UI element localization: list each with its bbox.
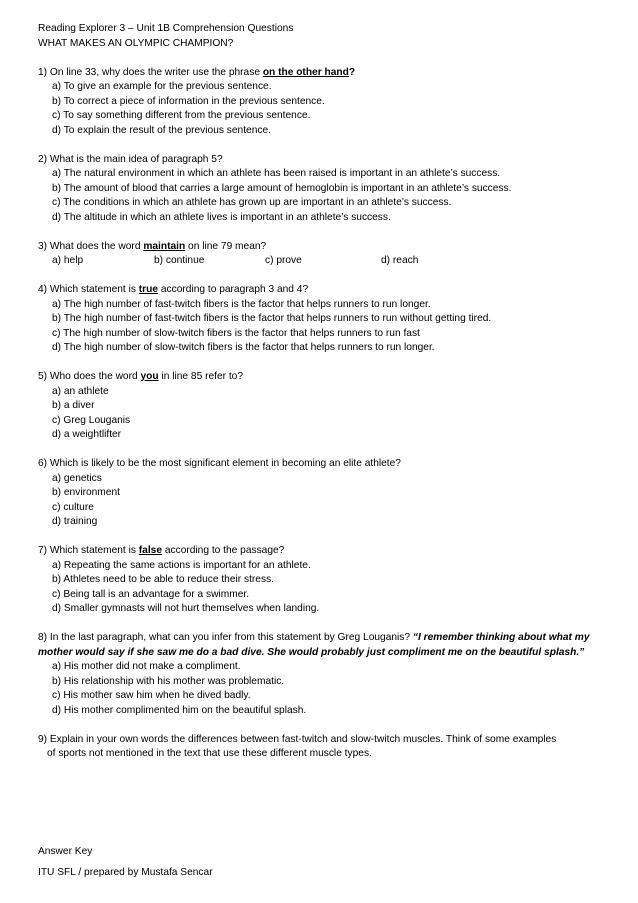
option-d: d) To explain the result of the previous sentence. [52, 124, 271, 136]
option-d: d) The altitude in which an athlete lives is important in an athlete’s success. [52, 211, 391, 223]
option-c: c) His mother saw him when he dived badly. [52, 690, 251, 701]
worksheet [38, 22, 606, 762]
question-7 [38, 544, 606, 617]
question-5-text: 5) Who does the word you in line 85 refer to? [38, 371, 244, 382]
option-b: b) The high number of fast-twitch fibers is the factor that helps runners to run without getting tired. [52, 313, 492, 324]
worksheet-title: WHAT MAKES AN OLYMPIC CHAMPION? [38, 37, 234, 49]
option-d: d) training [52, 516, 98, 527]
question-7-text: 7) Which statement is false according to the passage? [38, 545, 285, 556]
option-b: b) a diver [52, 400, 95, 411]
louganis-quote: “I remember thinking about what my mother would say if she saw me do a bad dive. She would probably just compliment me on the beautiful splash.” [38, 632, 590, 658]
option-c: c) The conditions in which an athlete has grown up are important in an athlete’s success. [52, 197, 452, 208]
question-1-text: 1) On line 33, why does the writer use the phrase on the other hand? [38, 66, 356, 78]
course-header: Reading Explorer 3 – Unit 1B Comprehension Questions [38, 23, 294, 34]
option-b: b) continue [154, 255, 205, 266]
question-2-text: 2) What is the main idea of paragraph 5? [38, 153, 223, 165]
question-6 [38, 457, 606, 530]
question-4 [38, 283, 606, 356]
question-9 [38, 733, 606, 762]
option-a: a) The high number of fast-twitch fibers is the factor that helps runners to run longer. [52, 298, 431, 310]
question-1 [38, 66, 606, 139]
option-a: a) His mother did not make a compliment. [52, 661, 241, 672]
question-8 [38, 631, 606, 718]
question-5 [38, 370, 606, 443]
option-c: c) The high number of slow-twitch fibers is the factor that helps runners to run fast [52, 327, 420, 339]
question-9-continuation: of sports not mentioned in the text that use these different muscle types. [47, 748, 372, 759]
question-2 [38, 153, 606, 226]
option-d: d) Smaller gymnasts will not hurt themselves when landing. [52, 603, 320, 614]
option-a: a) To give an example for the previous sentence. [52, 81, 272, 92]
option-b: b) The amount of blood that carries a large amount of hemoglobin is important in an athlete’s success. [52, 182, 512, 194]
option-a: a) genetics [52, 472, 102, 484]
option-c: c) prove [265, 255, 302, 266]
option-b: b) To correct a piece of information in the previous sentence. [52, 95, 325, 107]
question-4-text: 4) Which statement is true according to paragraph 3 and 4? [38, 284, 309, 295]
question-8-text: 8) In the last paragraph, what can you infer from this statement by Greg Louganis? “I remember thinking about what my mother would say if she saw me do a bad dive. She would probably just compliment me on the beautiful splash.” [38, 632, 590, 658]
question-9-text: 9) Explain in your own words the differences between fast-twitch and slow-twitch muscles. Think of some examples [38, 733, 557, 745]
option-c: c) Being tall is an advantage for a swimmer. [52, 588, 250, 600]
options-row [38, 254, 606, 269]
option-d: d) The high number of slow-twitch fibers is the factor that helps runners to run longer. [52, 342, 435, 353]
option-a: a) The natural environment in which an athlete has been raised is important in an athlete’s success. [52, 168, 501, 179]
option-a: a) Repeating the same actions is important for an athlete. [52, 559, 311, 571]
option-c: c) Greg Louganis [52, 414, 131, 426]
option-d: d) reach [381, 255, 419, 266]
question-3-text: 3) What does the word maintain on line 79 mean? [38, 240, 267, 252]
option-d: d) a weightlifter [52, 429, 122, 440]
key-phrase: on the other hand [262, 66, 349, 78]
question-3 [38, 240, 606, 269]
answer-key-label: Answer Key [38, 846, 93, 857]
credit-line: ITU SFL / prepared by Mustafa Sencar [38, 867, 213, 878]
key-word: you [140, 371, 159, 382]
option-b: b) environment [52, 487, 120, 498]
option-c: c) To say something different from the previous sentence. [52, 110, 311, 121]
option-a: a) an athlete [52, 385, 109, 397]
option-b: b) His relationship with his mother was problematic. [52, 675, 285, 687]
option-c: c) culture [52, 501, 94, 513]
key-word: true [138, 284, 159, 295]
key-word: false [138, 545, 163, 556]
question-6-text: 6) Which is likely to be the most significant element in becoming an elite athlete? [38, 458, 401, 469]
key-word: maintain [143, 240, 186, 252]
option-a: a) help [52, 255, 84, 266]
option-b: b) Athletes need to be able to reduce their stress. [52, 574, 274, 585]
option-d: d) His mother complimented him on the beautiful splash. [52, 704, 307, 716]
